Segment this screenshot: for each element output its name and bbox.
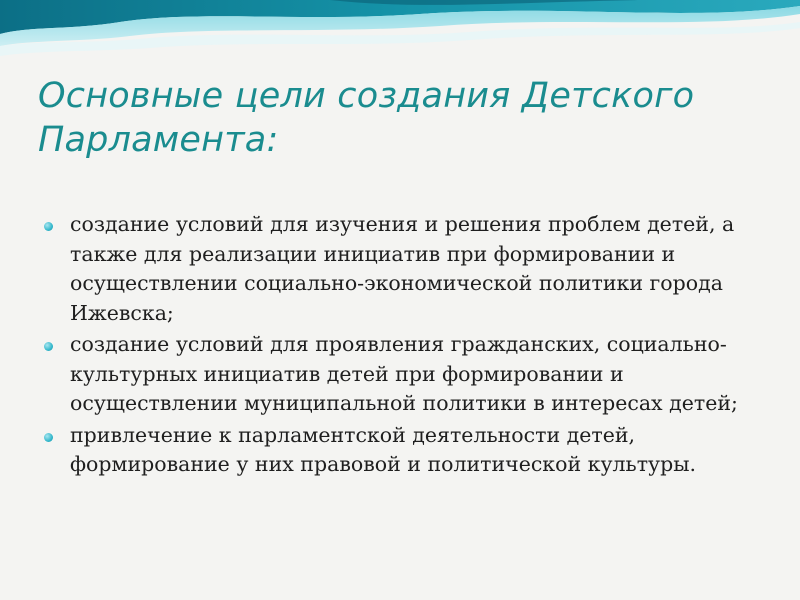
bullet-dot-icon [44, 342, 53, 351]
bullet-text: создание условий для изучения и решения проблем детей, а также для реализации инициатив при формировании и осуществлении социально-экономической политики города Ижевска; [70, 212, 735, 325]
bullet-item [44, 421, 744, 480]
bullet-text: привлечение к парламентской деятельности детей, формирование у них правовой и политической культуры. [70, 422, 697, 476]
bullet-item [44, 330, 744, 419]
bullet-text: создание условий для проявления гражданских, социально-культурных инициатив детей при формировании и осуществлении муниципальной политики в интересах детей; [70, 332, 738, 415]
bullet-item [44, 210, 744, 328]
slide-title: Основные цели создания Детского Парламента: [38, 76, 695, 160]
header-wave-decoration [0, 0, 800, 70]
bullet-list [44, 210, 744, 482]
bullet-dot-icon [44, 433, 53, 442]
bullet-dot-icon [44, 222, 53, 231]
